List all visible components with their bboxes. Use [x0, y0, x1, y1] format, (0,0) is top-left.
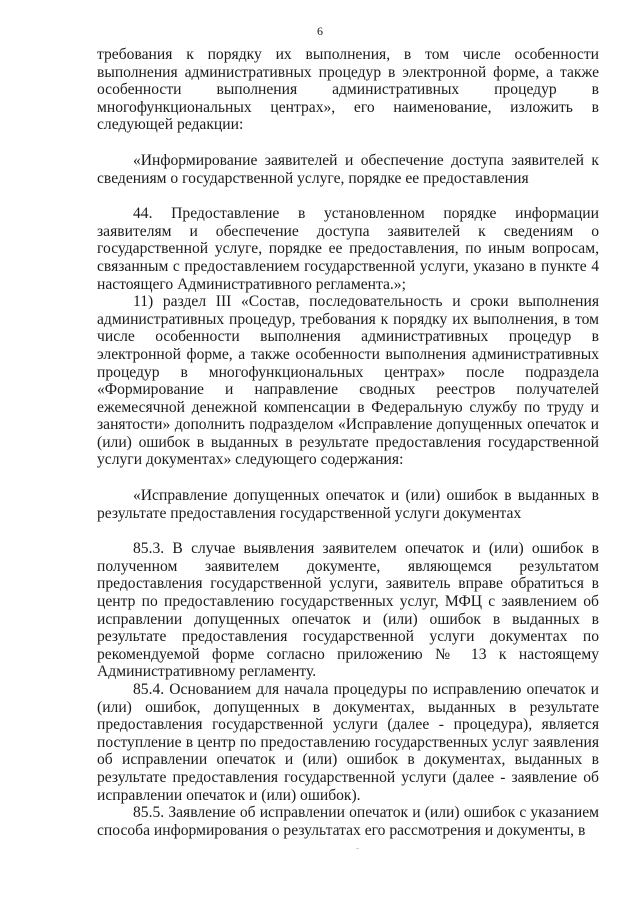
scan-mark — [356, 848, 359, 849]
document-body — [97, 46, 599, 839]
paragraph-subsection-title-corrections: «Исправление допущенных опечаток и (или) ошибок в выданных в результате предоставления государственной услуги документах — [97, 487, 599, 522]
paragraph-item-85-5: 85.5. Заявление об исправлении опечаток и (или) ошибок с указанием способа информирования о результатах его рассмотрения и документы, в — [97, 804, 599, 839]
paragraph-item-85-4: 85.4. Основанием для начала процедуры по исправлению опечаток и (или) ошибок, допущенных в документах, выданных в результате предоставления государственной услуги (далее - процедура), является поступление в центр по предоставлению государственных услуг заявления об исправлении опечаток и (или) ошибок в документах, выданных в результате предоставления государственной услуги (далее - заявление об исправлении опечаток и (или) ошибок). — [97, 681, 599, 804]
paragraph-item-85-3: 85.3. В случае выявления заявителем опечаток и (или) ошибок в полученном заявителем документе, являющемся результатом предоставления государственной услуги, заявитель вправе обратиться в центр по предоставлению государственных услуг, МФЦ с заявлением об исправлении допущенных опечаток и (или) ошибок в выданных в результате предоставления государственной услуги документах по рекомендуемой форме согласно приложению № 13 к настоящему Административному регламенту. — [97, 540, 599, 681]
paragraph-item-44: 44. Предоставление в установленном порядке информации заявителям и обеспечение доступа заявителей к сведениям о государственной услуге, порядке ее предоставления, по иным вопросам, связанным с предоставлением государственной услуги, указано в пункте 4 настоящего Административного регламента.»; — [97, 205, 599, 293]
paragraph-intro-continuation: требования к порядку их выполнения, в том числе особенности выполнения административных процедур в электронной форме, а также особенности выполнения административных процедур в многофункциональных центрах», его наименование, изложить в следующей редакции: — [97, 46, 599, 134]
paragraph-item-11: 11) раздел III «Состав, последовательность и сроки выполнения административных процедур, требования к порядку их выполнения, в том числе особенности выполнения административных процедур в электронной форме, а также особенности выполнения административных процедур в многофункциональных центрах» после подраздела «Формирование и направление сводных реестров получателей ежемесячной денежной компенсации в Федеральную службу по труду и занятости» дополнить подразделом «Исправление допущенных опечаток и (или) ошибок в выданных в результате предоставления государственной услуги документах» следующего содержания: — [97, 293, 599, 469]
paragraph-subsection-title-informing: «Информирование заявителей и обеспечение доступа заявителей к сведениям о государственной услуге, порядке ее предоставления — [97, 151, 599, 187]
page-number: 6 — [317, 24, 323, 38]
